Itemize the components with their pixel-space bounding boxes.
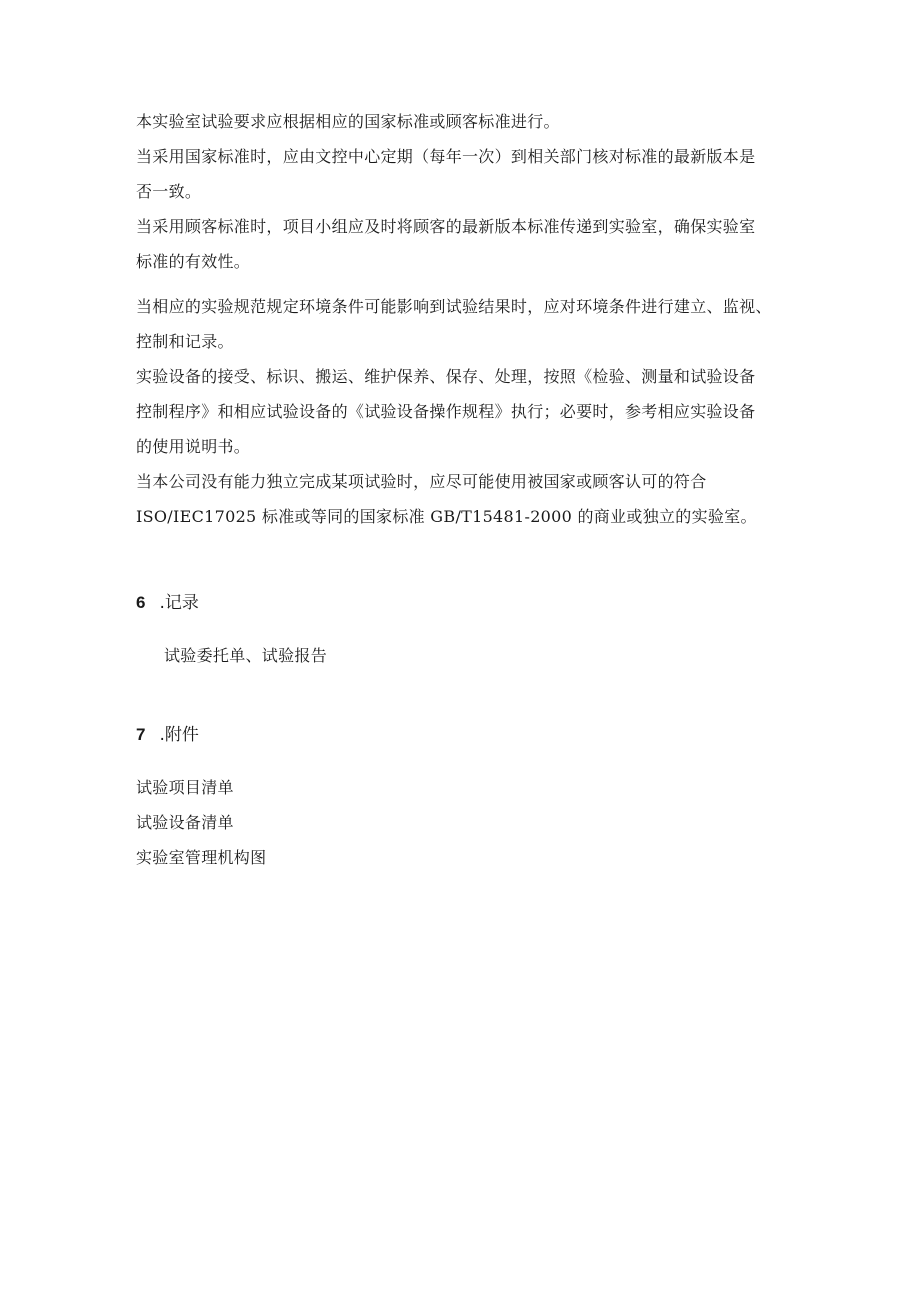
- section-number: 7: [136, 725, 146, 744]
- paragraph-line: 当本公司没有能力独立完成某项试验时，应尽可能使用被国家或顾客认可的符合: [136, 472, 707, 491]
- paragraph-line: 控制和记录。: [136, 332, 234, 351]
- paragraph-line: ISO/IEC17025 标准或等同的国家标准 GB/T15481-2000 的商业或独立的实验室。: [136, 507, 757, 526]
- paragraph-test-requirements: [136, 104, 804, 139]
- attachment-item: 实验室管理机构图: [136, 848, 267, 867]
- section-6-heading: [136, 588, 199, 613]
- section-title: .记录: [159, 593, 199, 613]
- paragraph-customer-standard: [136, 209, 804, 279]
- paragraph-line: 当采用国家标准时，应由文控中心定期（每年一次）到相关部门核对标准的最新版本是: [136, 147, 756, 166]
- section-6-content: 试验委托单、试验报告: [164, 646, 328, 665]
- section-number: 6: [136, 593, 146, 612]
- attachment-item: 试验项目清单: [136, 778, 234, 797]
- paragraph-line: 的使用说明书。: [136, 437, 251, 456]
- paragraph-environment-conditions: [136, 289, 804, 359]
- paragraph-line: 否一致。: [136, 182, 202, 201]
- paragraph-equipment-handling: [136, 359, 804, 464]
- paragraph-external-laboratory: [136, 464, 804, 534]
- paragraph-line: 当采用顾客标准时，项目小组应及时将顾客的最新版本标准传递到实验室，确保实验室: [136, 217, 756, 236]
- paragraph-line: 实验设备的接受、标识、搬运、维护保养、保存、处理，按照《检验、测量和试验设备: [136, 367, 756, 386]
- section-7-heading: [136, 720, 199, 745]
- section-title: .附件: [159, 725, 199, 745]
- paragraph-line: 标准的有效性。: [136, 252, 251, 271]
- paragraph-line: 控制程序》和相应试验设备的《试验设备操作规程》执行；必要时，参考相应实验设备: [136, 402, 756, 421]
- paragraph-national-standard: [136, 139, 804, 209]
- paragraph-line: 当相应的实验规范规定环境条件可能影响到试验结果时，应对环境条件进行建立、监视、: [136, 297, 772, 316]
- attachment-item: 试验设备清单: [136, 813, 234, 832]
- paragraph-line: 本实验室试验要求应根据相应的国家标准或顾客标准进行。: [136, 112, 560, 131]
